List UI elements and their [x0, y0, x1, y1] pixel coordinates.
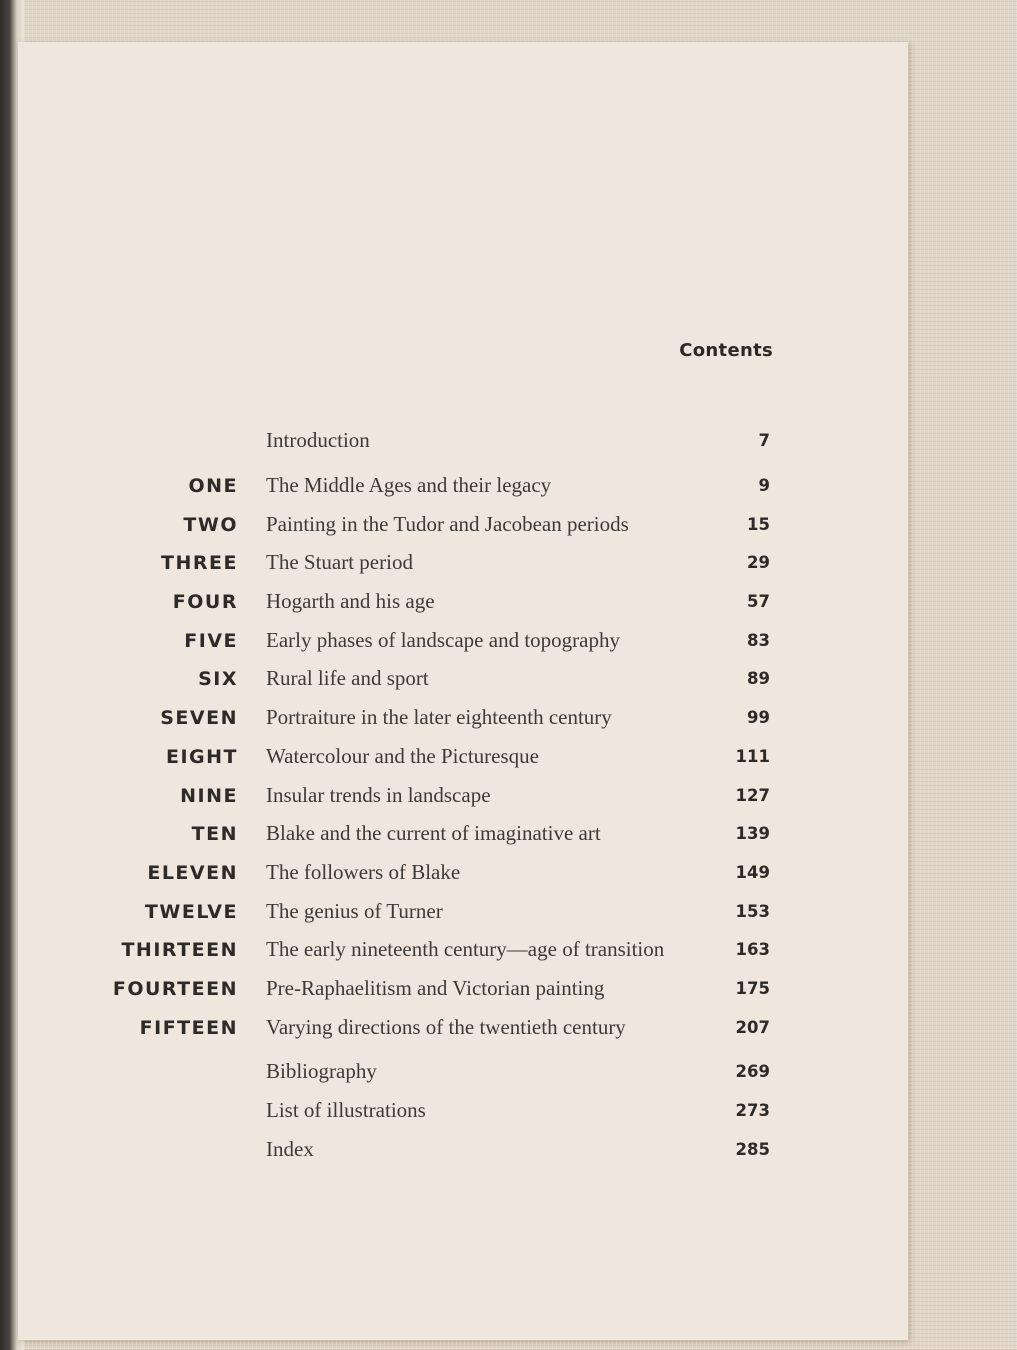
page-number: 7 — [758, 431, 770, 450]
toc-entry — [18, 666, 908, 705]
toc-entry — [18, 628, 908, 667]
toc-entry — [18, 1059, 908, 1098]
chapter-number: FIFTEEN — [139, 1016, 238, 1039]
toc-entry — [18, 744, 908, 783]
page-number: 153 — [735, 901, 770, 921]
chapter-title: Rural life and sport — [266, 666, 429, 691]
chapter-title: The early nineteenth century—age of transition — [266, 937, 665, 962]
page-number: 29 — [747, 553, 770, 573]
toc-entry — [18, 550, 908, 589]
page-number: 83 — [747, 630, 770, 650]
chapter-title: Varying directions of the twentieth century — [266, 1014, 626, 1039]
page-number: 149 — [735, 862, 770, 882]
page-number: 163 — [735, 940, 770, 960]
page-number: 139 — [735, 824, 770, 844]
toc-entry — [18, 512, 908, 551]
page-number: 57 — [747, 592, 770, 612]
toc-entry — [18, 1137, 908, 1176]
chapter-number: TEN — [191, 823, 238, 846]
page-number: 99 — [747, 708, 770, 728]
chapter-number: FOURTEEN — [112, 977, 238, 1000]
page-number: 111 — [735, 746, 770, 766]
toc-entry — [18, 783, 908, 822]
chapter-title: Watercolour and the Picturesque — [266, 743, 539, 768]
chapter-number: TWELVE — [144, 900, 238, 923]
chapter-title: Painting in the Tudor and Jacobean periods — [266, 511, 629, 536]
toc-entry — [18, 860, 908, 899]
chapter-number: ELEVEN — [147, 861, 238, 884]
chapter-title: Insular trends in landscape — [266, 782, 491, 807]
chapter-title: Hogarth and his age — [266, 589, 435, 614]
chapter-title: Blake and the current of imaginative art — [266, 821, 601, 846]
page-number: 127 — [735, 785, 770, 805]
toc-entry — [18, 1098, 908, 1137]
chapter-title: List of illustrations — [266, 1098, 426, 1122]
page-number: 207 — [735, 1017, 770, 1037]
toc-entry — [18, 473, 908, 512]
chapter-title: The followers of Blake — [266, 859, 461, 884]
chapter-number: FIVE — [184, 629, 238, 652]
chapter-number: NINE — [180, 784, 238, 807]
table-of-contents — [18, 428, 908, 1175]
chapter-title: The Middle Ages and their legacy — [266, 473, 552, 497]
toc-entry — [18, 705, 908, 744]
page-number: 89 — [747, 669, 770, 689]
book-page — [18, 42, 908, 1340]
toc-entry — [18, 899, 908, 938]
page-number: 269 — [735, 1062, 770, 1082]
chapter-number: FOUR — [172, 591, 238, 614]
toc-entry — [18, 428, 908, 473]
page-number: 15 — [747, 514, 770, 534]
page-number: 9 — [758, 476, 770, 495]
chapter-number: THIRTEEN — [121, 939, 238, 962]
chapter-title: Index — [266, 1136, 314, 1161]
chapter-title: Portraiture in the later eighteenth century — [266, 705, 612, 730]
chapter-title: The Stuart period — [266, 550, 413, 575]
toc-entry — [18, 589, 908, 628]
page-number: 285 — [735, 1139, 770, 1159]
chapter-number: THREE — [161, 552, 238, 575]
chapter-number: TWO — [183, 513, 238, 536]
page-number: 175 — [735, 978, 770, 998]
chapter-title: Introduction — [266, 428, 370, 452]
toc-entry — [18, 937, 908, 976]
chapter-number: ONE — [188, 475, 238, 497]
toc-entry — [18, 976, 908, 1015]
chapter-number: SIX — [198, 668, 238, 691]
chapter-number: EIGHT — [165, 745, 238, 768]
toc-entry — [18, 821, 908, 860]
chapter-title: Bibliography — [266, 1059, 377, 1084]
page-number: 273 — [735, 1101, 770, 1120]
chapter-title: The genius of Turner — [266, 898, 443, 923]
chapter-number: SEVEN — [160, 707, 238, 730]
chapter-title: Pre-Raphaelitism and Victorian painting — [266, 975, 605, 1000]
chapter-title: Early phases of landscape and topography — [266, 627, 620, 652]
toc-entry — [18, 1015, 908, 1054]
contents-heading: Contents — [679, 340, 773, 361]
